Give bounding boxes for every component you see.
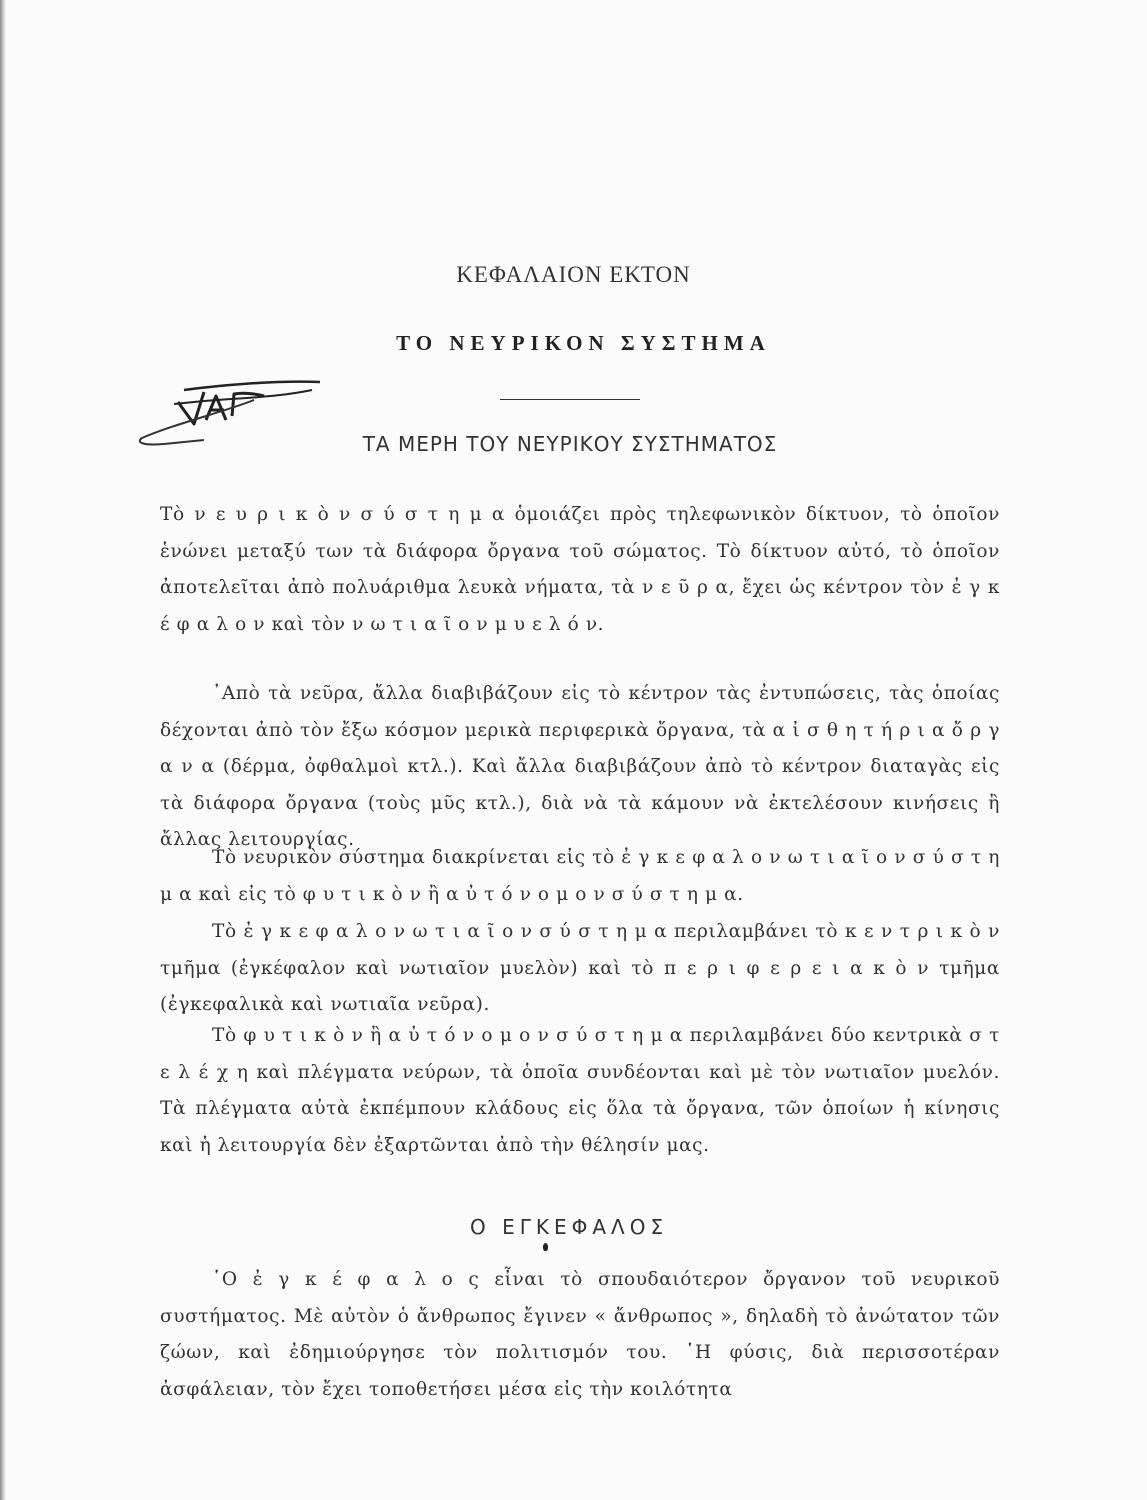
scan-edge: [0, 0, 6, 1500]
paragraph-4: Τὸ ἐ γ κ ε φ α λ ο ν ω τ ι α ῖ ο ν σ ύ σ τ η μ α περιλαμβάνει τὸ κ ε ν τ ρ ι κ ὸ ν τμῆμα (ἐγκέφαλον καὶ νωτιαῖον μυελὸν) καὶ τὸ π ε ρ ι φ ε ρ ε ι α κ ὸ ν τμῆμα (ἐγκεφαλικὰ καὶ νωτιαῖα νεῦρα).: [160, 921, 1000, 1015]
paragraph-2: ᾿Απὸ τὰ νεῦρα, ἄλλα διαβιβάζουν εἰς τὸ κέντρον τὰς ἐντυπώσεις, τὰς ὁποίας δέχονται ἀπὸ τὸν ἔξω κόσμον μερικὰ περιφερικὰ ὄργανα, τὰ α ἰ σ θ η τ ή ρ ι α ὄ ρ γ α ν α (δέρμα, ὀφθαλμοὶ κτλ.). Καὶ ἄλλα διαβιβάζουν ἀπὸ τὸ κέντρον διαταγὰς εἰς τὰ διάφορα ὄργανα (τοὺς μῦς κτλ.), διὰ νὰ τὰ κάμουν νὰ ἐκτελέσουν κινήσεις ἢ ἄλλας λειτουργίας.: [160, 683, 1000, 850]
section-heading: Ο ΕΓΚΕΦΑΛΟΣ: [470, 1215, 669, 1239]
section-paragraph: ῾Ο ἐ γ κ έ φ α λ ο ς εἶναι τὸ σπουδαιότερον ὄργανον τοῦ νευρικοῦ συστήματος. Μὲ αὐτὸν ὁ ἄνθρωπος ἔγινεν « ἄνθρωπος », δηλαδὴ τὸ ἀνώτατον τῶν ζώων, καὶ ἐδημιούργησε τὸν πολιτισμόν του. ῾Η φύσις, διὰ περισσοτέραν ἀσφάλειαν, τὸν ἔχει τοποθετήσει μέσα εἰς τὴν κοιλότητα: [160, 1269, 1000, 1400]
paragraph-5: Τὸ φ υ τ ι κ ὸ ν ἢ α ὐ τ ό ν ο μ ο ν σ ύ σ τ η μ α περιλαμβάνει δύο κεντρικὰ σ τ ε λ έ χ η καὶ πλέγματα νεύρων, τὰ ὁποῖα συνδέονται καὶ μὲ τὸν νωτιαῖον μυελόν. Τὰ πλέγματα αὐτὰ ἐκπέμπουν κλάδους εἰς ὅλα τὰ ὄργανα, τῶν ὁποίων ἡ κίνησις καὶ ἡ λειτουργία δὲν ἐξαρτῶνται ἀπὸ τὴν θέλησίν μας.: [160, 1025, 1000, 1156]
paragraph-1: Τὸ ν ε υ ρ ι κ ὸ ν σ ύ σ τ η μ α ὁμοιάζει πρὸς τηλεφωνικὸν δίκτυον, τὸ ὁποῖον ἑνώνει μεταξύ των τὰ διάφορα ὄργανα τοῦ σώματος. Τὸ δίκτυον αὐτό, τὸ ὁποῖον ἀποτελεῖται ἀπὸ πολυάριθμα λευκὰ νήματα, τὰ ν ε ῦ ρ α, ἔχει ὡς κέντρον τὸν ἐ γ κ έ φ α λ ο ν καὶ τὸν ν ω τ ι α ῖ ο ν μ υ ε λ ό ν.: [160, 504, 1000, 635]
title-divider: [500, 399, 640, 400]
ink-dot: [543, 1243, 548, 1251]
paragraph-3: Τὸ νευρικὸν σύστημα διακρίνεται εἰς τὸ ἐ γ κ ε φ α λ ο ν ω τ ι α ῖ ο ν σ ύ σ τ η μ α καὶ εἰς τὸ φ υ τ ι κ ὸ ν ἢ α ὐ τ ό ν ο μ ο ν σ ύ σ τ η μ α.: [160, 847, 1000, 905]
section-subheading: ΤΑ ΜΕΡΗ ΤΟΥ ΝΕΥΡΙΚΟΥ ΣΥΣΤΗΜΑΤΟΣ: [362, 432, 778, 456]
handwritten-stamp: [134, 372, 324, 452]
chapter-title: ΤΟ ΝΕΥΡΙΚΟΝ ΣΥΣΤΗΜΑ: [396, 331, 771, 355]
chapter-heading: ΚΕΦΑΛΑΙΟΝ ΕΚΤΟΝ: [456, 262, 691, 287]
